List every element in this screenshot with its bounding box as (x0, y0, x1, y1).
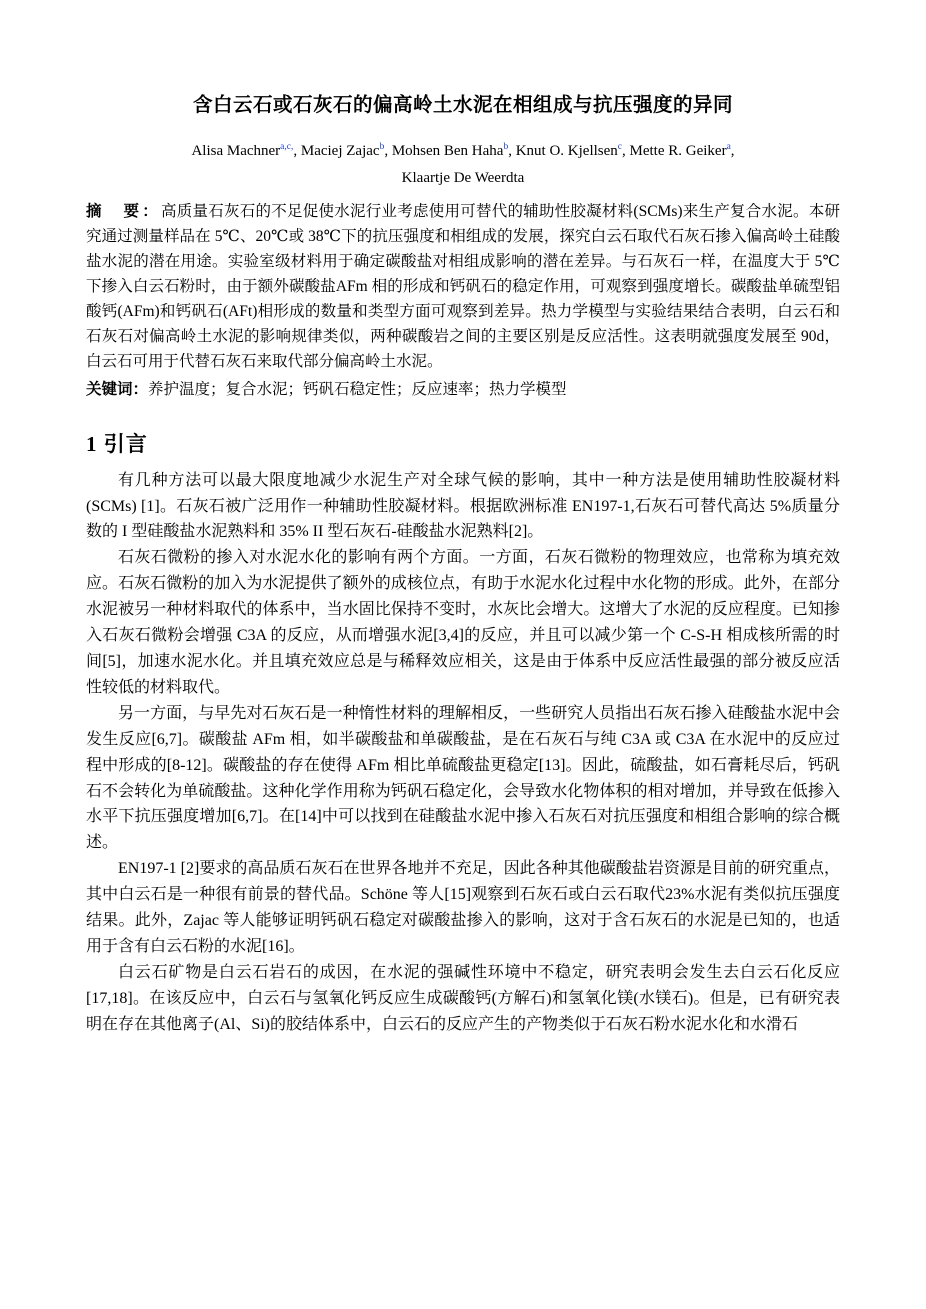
abstract-block (86, 199, 840, 375)
author-list-line2 (86, 170, 840, 187)
abstract-label: 摘 要： (86, 202, 161, 220)
author-6: Klaartje De Weerdt (401, 169, 518, 186)
paragraph-5: 白云石矿物是白云石岩石的成因，在水泥的强碱性环境中不稳定，研究表明会发生去白云石化反应 [17,18]。在该反应中，白云石与氢氧化钙反应生成碳酸钙(方解石)和氢氧化镁(水镁石)。但是，已有研究表明在存在其他离子(Al、Si)的胶结体系中，白云石的反应产生的产物类似于石灰石粉水泥水化和水滑石 (86, 963, 840, 1033)
author-2: Maciej Zajac (300, 143, 380, 160)
section-heading-introduction: 1 引言 (86, 431, 148, 456)
keywords-label: 关键词： (86, 380, 149, 398)
author-2-affiliation-marker: b (379, 142, 385, 153)
paragraph-4: EN197-1 [2]要求的高品质石灰石在世界各地并不充足，因此各种其他碳酸盐岩资源是目前的研究重点，其中白云石是一种很有前景的替代品。Schöne 等人[15]观察到石灰石或白云石取代23%水泥有类似抗压强度结果。此外，Zajac 等人能够证明钙矾石稳定对碳酸盐掺入的影响，这对于含石灰石的水泥是已知的，也适用于含有白云石粉的水泥[16]。 (86, 860, 840, 955)
keywords-block (86, 377, 840, 402)
author-6-affiliation-marker: a (517, 169, 525, 186)
author-3: Mohsen Ben Haha (391, 143, 504, 160)
author-5: Mette R. Geiker (629, 143, 727, 160)
paragraph-3: 另一方面，与早先对石灰石是一种惰性材料的理解相反，一些研究人员指出石灰石掺入硅酸盐水泥中会发生反应[6,7]。碳酸盐 AFm 相，如半碳酸盐和单碳酸盐，是在石灰石与纯 C3A 或 C3A 在水泥中的反应过程中形成的[8-12]。碳酸盐的存在使得 AFm 相比单硫酸盐更稳定[13]。因此，硫酸盐，如石膏耗尽后，钙矾石不会转化为单硫酸盐。这种化学作用称为钙矾石稳定化，会导致水化物体积的相对增加，并导致在低掺入水平下抗压强度增加[6,7]。在[14]中可以找到在硅酸盐水泥中掺入石灰石对抗压强度和相组合影响的综合概述。 (86, 704, 840, 852)
author-4: Knut O. Kjellsen (515, 143, 618, 160)
keywords-text: 养护温度；复合水泥；钙矾石稳定性；反应速率；热力学模型 (148, 380, 567, 398)
author-4-affiliation-marker: c (617, 142, 623, 153)
abstract-text: 高质量石灰石的不足促使水泥行业考虑使用可替代的辅助性胶凝材料(SCMs)来生产复合水泥。本研究通过测量样品在 5℃、20℃或 38℃下的抗压强度和相组成的发展，探究白云石取代石灰石掺入偏高岭土硅酸盐水泥的潜在用途。实验室级材料用于确定碳酸盐对相组成影响的潜在差异。与石灰石一样，在温度大于 5℃下掺入白云石粉时，由于额外碳酸盐AFm 相的形成和钙矾石的稳定作用，可观察到强度增长。碳酸盐单硫型铝酸钙(AFm)和钙矾石(AFt)相形成的数量和类型方面可观察到差异。热力学模型与实验结果结合表明，白云石和石灰石对偏高岭土水泥的影响规律类似，两种碳酸岩之间的主要区别是反应活性。这表明就强度发展至 90d，白云石可用于代替石灰石来取代部分偏高岭土水泥。 (86, 202, 840, 371)
author-1-affiliation-marker: a,c, (280, 142, 294, 153)
author-3-affiliation-marker: b (503, 142, 509, 153)
author-1: Alisa Machner (191, 143, 281, 160)
page-title: 含白云石或石灰石的偏高岭土水泥在相组成与抗压强度的异同 (192, 95, 733, 116)
author-list: Alisa Machner$^{a,c,}$, Maciej Zajac$^b$, Mohsen Ben Haha$^b$, Knut O. Kjellsen$^c$, Mette R. Geiker$^a$, (191, 142, 735, 160)
paragraph-1: 有几种方法可以最大限度地减少水泥生产对全球气候的影响，其中一种方法是使用辅助性胶凝材料(SCMs) [1]。石灰石被广泛用作一种辅助性胶凝材料。根据欧洲标准 EN197-1,石灰石可替代高达 5%质量分数的 I 型硅酸盐水泥熟料和 35% II 型石灰石-硅酸盐水泥熟料[2]。 (86, 471, 840, 541)
author-5-affiliation-marker: a (726, 142, 731, 153)
paragraph-2: 石灰石微粉的掺入对水泥水化的影响有两个方面。一方面，石灰石微粉的物理效应，也常称为填充效应。石灰石微粉的加入为水泥提供了额外的成核位点，有助于水泥水化过程中水化物的形成。此外，在部分水泥被另一种材料取代的体系中，当水固比保持不变时，水灰比会增大。这增大了水泥的反应程度。已知掺入石灰石微粉会增强 C3A 的反应，从而增强水泥[3,4]的反应，并且可以减少第一个 C-S-H 相成核所需的时间[5]，加速水泥水化。并且填充效应总是与稀释效应相关，这是由于体系中反应活性最强的部分被反应活性较低的材料取代。 (86, 549, 840, 696)
